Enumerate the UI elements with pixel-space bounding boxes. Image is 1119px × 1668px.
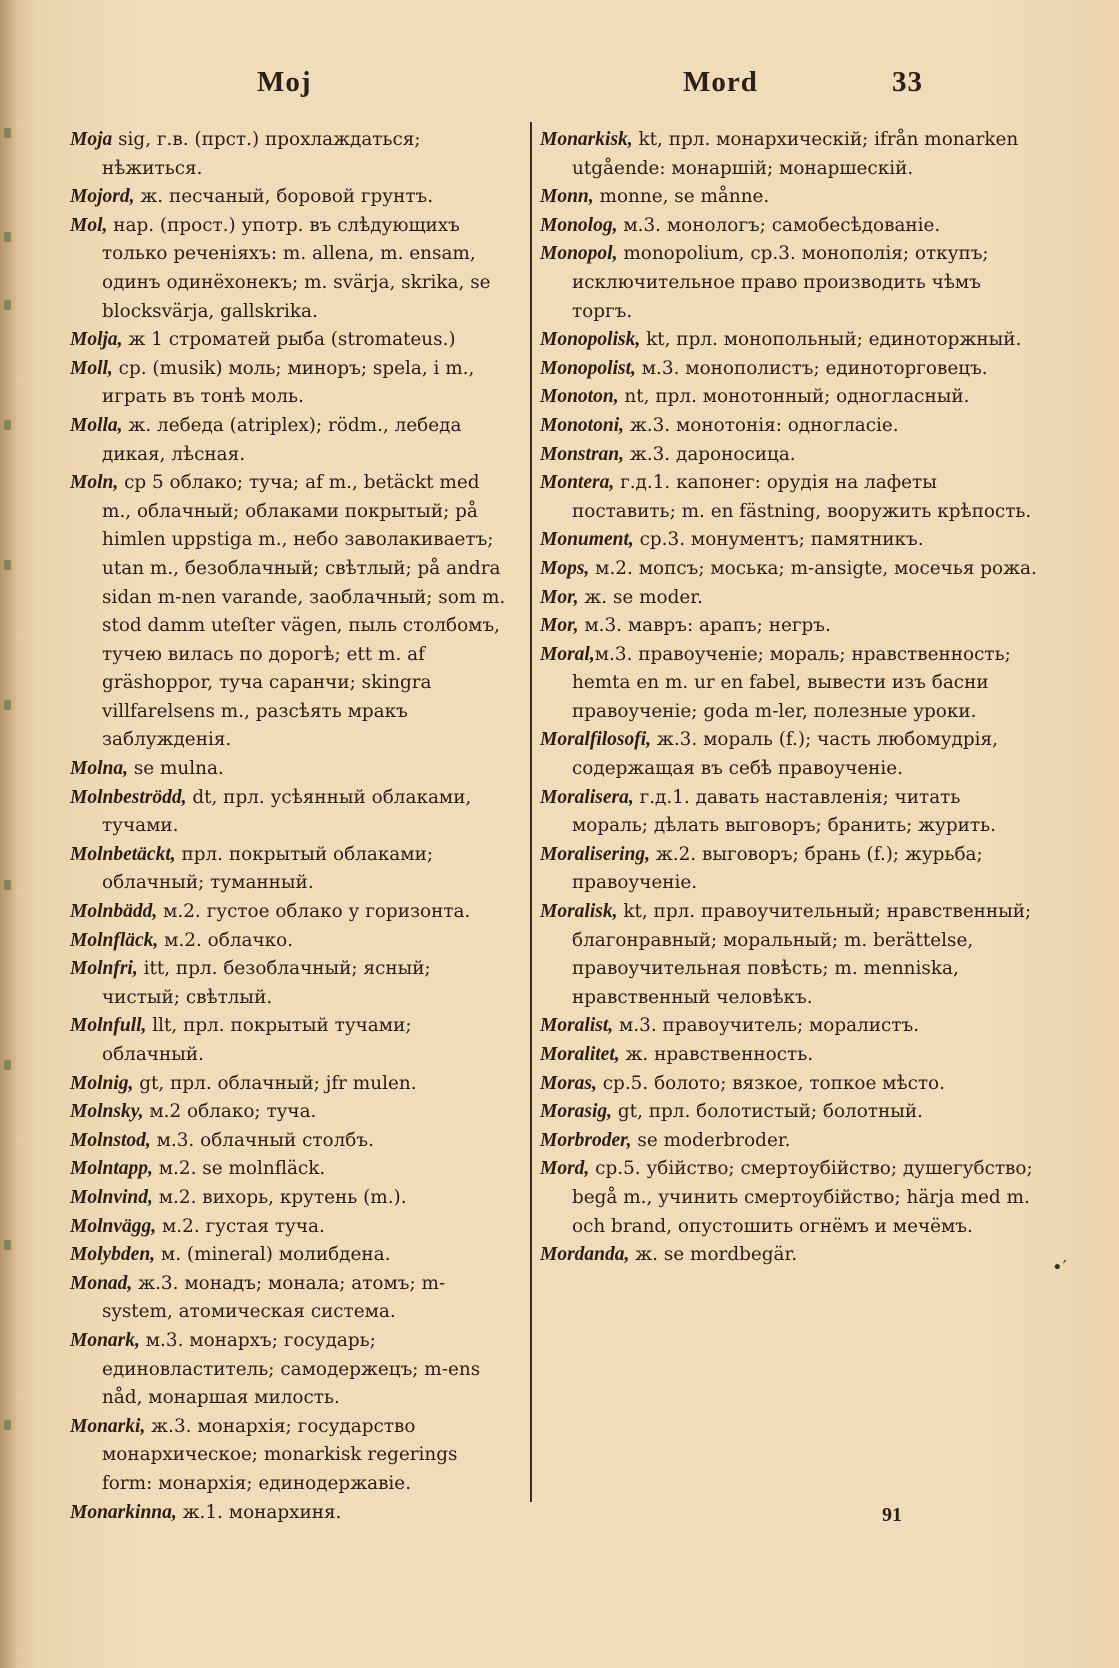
dictionary-entry	[540, 383, 1038, 412]
entry-headword: Molla,	[70, 414, 123, 436]
entry-definition: м.2. мопсъ; моська; m-ansigte, мосечья рожа.	[589, 557, 1037, 579]
entry-definition: itt, прл. безоблачный; ясный; чистый; свѣтлый.	[102, 958, 431, 1008]
dictionary-entry	[70, 1270, 510, 1327]
dictionary-entry	[540, 126, 1038, 183]
entry-definition: kt, прл. монопольный; единоторжный.	[640, 329, 1022, 351]
entry-headword: Moja	[70, 129, 113, 150]
entry-definition: ж.1. монархиня.	[176, 1501, 342, 1523]
entry-headword: Monopolist,	[540, 357, 636, 379]
dictionary-entry	[70, 841, 510, 898]
entry-headword: Monolog,	[540, 214, 618, 236]
edge-stain	[4, 1420, 11, 1430]
entry-headword: Mor,	[540, 615, 579, 637]
entry-definition: kt, прл. монархическій; ifrån monarken utgående: монаршій; монаршескій.	[572, 129, 1019, 179]
edge-stain	[4, 560, 11, 570]
dictionary-entry	[70, 355, 510, 412]
left-column	[70, 126, 510, 1527]
entry-headword: Mordanda,	[540, 1244, 630, 1266]
dictionary-entry	[540, 1127, 1038, 1156]
dictionary-entry	[540, 526, 1038, 555]
entry-headword: Mol,	[70, 214, 108, 236]
entry-definition: м.2. se molnfläck.	[152, 1158, 326, 1180]
dictionary-entry	[70, 1213, 510, 1242]
dictionary-entry	[70, 126, 510, 183]
entry-definition: gt, прл. болотистый; болотный.	[612, 1101, 923, 1123]
entry-definition: monne, se månne.	[593, 186, 770, 208]
entry-definition: м.3. мавръ: арапъ; негръ.	[578, 615, 831, 637]
entry-definition: м.3. монологъ; самобесѣдованіе.	[617, 214, 941, 236]
entry-definition: м. (mineral) молибдена.	[155, 1244, 391, 1266]
dictionary-entry	[70, 1070, 510, 1099]
entry-headword: Moras,	[540, 1072, 597, 1094]
dictionary-entry	[540, 1155, 1038, 1241]
entry-definition: ж. se moder.	[578, 586, 703, 608]
entry-definition: м.2. густое облако у горизонта.	[157, 901, 471, 923]
dictionary-entry	[70, 1012, 510, 1069]
entry-headword: Monarkinna,	[70, 1501, 177, 1523]
entry-definition: ж.3. монотонія: одногласіе.	[624, 414, 899, 436]
entry-headword: Molnfläck,	[70, 929, 159, 951]
entry-definition: gt, прл. облачный; jfr mulen.	[133, 1072, 417, 1094]
entry-definition: м.3. правоученіе; мораль; нравственность; hemta en m. ur en fabel, вывести изъ басни правоученіе; goda m-ler, полезные уроки.	[572, 643, 1011, 722]
entry-headword: Molntapp,	[70, 1158, 153, 1180]
dictionary-entry	[70, 1127, 510, 1156]
entry-headword: Moralisk,	[540, 901, 618, 923]
entry-headword: Moralist,	[540, 1015, 614, 1037]
entry-headword: Moralitet,	[540, 1044, 620, 1065]
edge-stain	[4, 420, 11, 430]
entry-headword: Monoton,	[540, 386, 619, 408]
entry-headword: Monarkisk,	[540, 129, 633, 150]
entry-headword: Molnstod,	[70, 1129, 151, 1151]
entry-headword: Monument,	[540, 529, 634, 551]
dictionary-entry	[70, 1155, 510, 1184]
dictionary-entry	[70, 898, 510, 927]
dictionary-entry	[540, 841, 1038, 898]
dictionary-entry	[70, 469, 510, 755]
page-number: 33	[892, 66, 923, 98]
entry-headword: Molja,	[70, 329, 123, 351]
entry-definition: ж 1 строматей рыба (stromateus.)	[122, 329, 456, 351]
entry-definition: ж.3. монадъ; монала; атомъ; m-system, атомическая система.	[102, 1272, 446, 1323]
dictionary-entry	[540, 612, 1038, 641]
dictionary-entry	[70, 955, 510, 1012]
entry-headword: Monark,	[70, 1329, 140, 1351]
entry-headword: Moln,	[70, 472, 119, 494]
edge-stain	[4, 880, 11, 890]
entry-headword: Monarki,	[70, 1415, 146, 1437]
dictionary-entry	[70, 755, 510, 784]
entry-headword: Moralisera,	[540, 786, 634, 808]
dictionary-entry	[540, 1070, 1038, 1099]
entry-headword: Mord,	[540, 1158, 590, 1180]
entry-headword: Monopol,	[540, 243, 618, 265]
entry-definition: ж.3. монархія; государство монархическое; monarkisk regerings form: монархія; единодержавіе.	[102, 1415, 458, 1494]
dictionary-entry	[540, 1241, 1038, 1270]
entry-headword: Molnvägg,	[70, 1215, 157, 1237]
entry-definition: ср.5. убійство; смертоубійство; душегубство; begå m., учинить смертоубійство; härja med m. och brand, опустошить огнёмъ и мечёмъ.	[572, 1158, 1033, 1237]
entry-definition: ж.2. выговоръ; брань (f.); журьба; правоученіе.	[572, 843, 983, 894]
entry-definition: ж. нравственность.	[619, 1044, 814, 1065]
column-divider	[530, 122, 532, 1502]
entry-definition: se moderbroder.	[631, 1129, 791, 1151]
entry-definition: м.2. облачко.	[158, 929, 294, 951]
entry-definition: ср. (musik) моль; миноръ; spela, i m., играть въ тонѣ моль.	[102, 357, 475, 408]
entry-headword: Molnvind,	[70, 1186, 153, 1208]
dictionary-entry	[540, 641, 1038, 727]
dictionary-entry	[540, 412, 1038, 441]
entry-headword: Molnfull,	[70, 1015, 147, 1037]
entry-headword: Monstran,	[540, 443, 624, 465]
entry-headword: Moll,	[70, 357, 113, 379]
entry-headword: Molnig,	[70, 1072, 134, 1094]
dictionary-entry	[540, 1041, 1038, 1070]
entry-definition: dt, прл. усѣянный облаками, тучами.	[102, 786, 472, 837]
edge-stain	[4, 300, 11, 310]
entry-definition: ж.3. дароносица.	[624, 443, 796, 465]
dictionary-entry	[70, 1499, 510, 1528]
entry-definition: ср.3. монументъ; памятникъ.	[633, 529, 924, 551]
running-head-left: Moj	[257, 66, 312, 98]
entry-headword: Mojord,	[70, 186, 135, 208]
dictionary-entry	[540, 898, 1038, 1012]
entry-definition: kt, прл. правоучительный; нравственный; благонравный; моральный; m. berättelse, правоучительная повѣсть; m. menniska, нравственный человѣкъ.	[572, 901, 1032, 1008]
entry-headword: Molybden,	[70, 1244, 156, 1266]
dictionary-entry	[70, 1241, 510, 1270]
dictionary-entry	[70, 1098, 510, 1127]
entry-headword: Morbroder,	[540, 1129, 632, 1151]
entry-definition: ср 5 облако; туча; af m., betäckt med m., облачный; облаками покрытый; på himlen uppstiga m., небо заволакиваетъ; utan m., безоблачный; свѣтлый; på andra sidan m-nen varande, заоблачный; som m. stod damm uteſter vägen, пыль столбомъ, тучею вилась по дорогѣ; ett m. af gräshoppor, туча саранчи; skingra villfarelsens m., разсѣять мракъ заблужденія.	[102, 472, 506, 751]
dictionary-entry	[70, 1184, 510, 1213]
dictionary-entry	[540, 784, 1038, 841]
dictionary-entry	[540, 584, 1038, 613]
dictionary-entry	[70, 183, 510, 212]
entry-definition: ж. se mordbegär.	[629, 1244, 798, 1266]
dictionary-entry	[540, 240, 1038, 326]
entry-headword: Mops,	[540, 557, 590, 579]
entry-headword: Molnbeströdd,	[70, 786, 187, 808]
dictionary-entry	[70, 212, 510, 326]
binding-gutter	[0, 0, 16, 1668]
entry-definition: se mulna.	[127, 758, 224, 780]
dictionary-entry	[540, 212, 1038, 241]
entry-headword: Morasig,	[540, 1101, 613, 1123]
entry-definition: monopolium, ср.3. монополія; откупъ; исключительное право производить чѣмъ торгъ.	[572, 243, 989, 322]
entry-headword: Molna,	[70, 758, 128, 780]
entry-headword: Monn,	[540, 186, 594, 208]
entry-headword: Molnbädd,	[70, 901, 158, 923]
entry-definition: ж.3. мораль (f.); часть любомудрія, содержащая въ себѣ правоученіе.	[572, 729, 998, 780]
entry-headword: Monotoni,	[540, 414, 624, 436]
edge-stain	[4, 128, 11, 138]
entry-definition: м.2. вихорь, крутень (m.).	[152, 1186, 407, 1208]
entry-definition: ж. лебеда (atriplex); rödm., лебеда дикая, лѣсная.	[102, 414, 462, 465]
entry-definition: м.3. монополистъ; единоторговецъ.	[635, 357, 988, 379]
margin-mark: •′	[1052, 1257, 1067, 1278]
dictionary-entry	[540, 555, 1038, 584]
entry-headword: Monopolisk,	[540, 329, 641, 351]
dictionary-entry	[540, 441, 1038, 470]
entry-headword: Mor,	[540, 586, 579, 608]
entry-headword: Molnbetäckt,	[70, 843, 176, 865]
dictionary-entry	[70, 927, 510, 956]
entry-definition: sig, г.в. (прст.) прохлаждаться; нѣжиться.	[102, 129, 421, 179]
dictionary-entry	[540, 1098, 1038, 1127]
entry-headword: Moral,	[540, 643, 595, 665]
dictionary-entry	[70, 1327, 510, 1413]
entry-definition: г.д.1. капонег: орудія на лафеты поставить; m. en fästning, вооружить крѣпость.	[572, 472, 1032, 522]
dictionary-entry	[540, 726, 1038, 783]
entry-definition: nt, прл. монотонный; одногласный.	[618, 386, 970, 408]
entry-definition: м.3. монархъ; государь; единовластитель; самодержецъ; m-ens nåd, монаршая милость.	[102, 1329, 481, 1409]
running-head-right: Mord	[683, 66, 758, 98]
entry-definition: нар. (прост.) употр. въ слѣдующихъ только реченіяхъ: m. allena, m. ensam, одинъ одинёхонекъ; m. svärja, skrika, se blocksvärja, gallskrika.	[102, 214, 491, 322]
signature-folio: 91	[882, 1504, 902, 1526]
entry-headword: Monad,	[70, 1272, 133, 1294]
entry-headword: Montera,	[540, 472, 615, 494]
entry-headword: Molnfri,	[70, 958, 138, 980]
entry-headword: Moralfilosofi,	[540, 729, 652, 751]
dictionary-entry	[540, 469, 1038, 526]
entry-definition: м.3. правоучитель; моралистъ.	[613, 1015, 920, 1037]
dictionary-entry	[70, 412, 510, 469]
right-column	[540, 126, 1038, 1270]
entry-definition: llt, прл. покрытый тучами; облачный.	[102, 1015, 412, 1065]
entry-definition: прл. покрытый облаками; облачный; туманный.	[102, 843, 434, 894]
dictionary-entry	[70, 784, 510, 841]
dictionary-entry	[70, 326, 510, 355]
dictionary-entry	[540, 1012, 1038, 1041]
entry-definition: ж. песчаный, боровой грунтъ.	[134, 186, 434, 208]
entry-definition: м.2. густая туча.	[156, 1215, 325, 1237]
edge-stain	[4, 232, 11, 242]
dictionary-entry	[70, 1413, 510, 1499]
edge-stain	[4, 1240, 11, 1250]
edge-stain	[4, 1060, 11, 1070]
dictionary-entry	[540, 326, 1038, 355]
entry-definition: г.д.1. давать наставленія; читать мораль; дѣлать выговоръ; бранить; журить.	[572, 786, 996, 837]
entry-headword: Molnsky,	[70, 1101, 144, 1123]
entry-definition: ср.5. болото; вязкое, топкое мѣсто.	[596, 1072, 945, 1094]
entry-definition: м.3. облачный столбъ.	[150, 1129, 374, 1151]
entry-definition: м.2 облако; туча.	[143, 1101, 317, 1123]
dictionary-entry	[540, 183, 1038, 212]
edge-stain	[4, 700, 11, 710]
entry-headword: Moralisering,	[540, 843, 650, 865]
dictionary-entry	[540, 355, 1038, 384]
